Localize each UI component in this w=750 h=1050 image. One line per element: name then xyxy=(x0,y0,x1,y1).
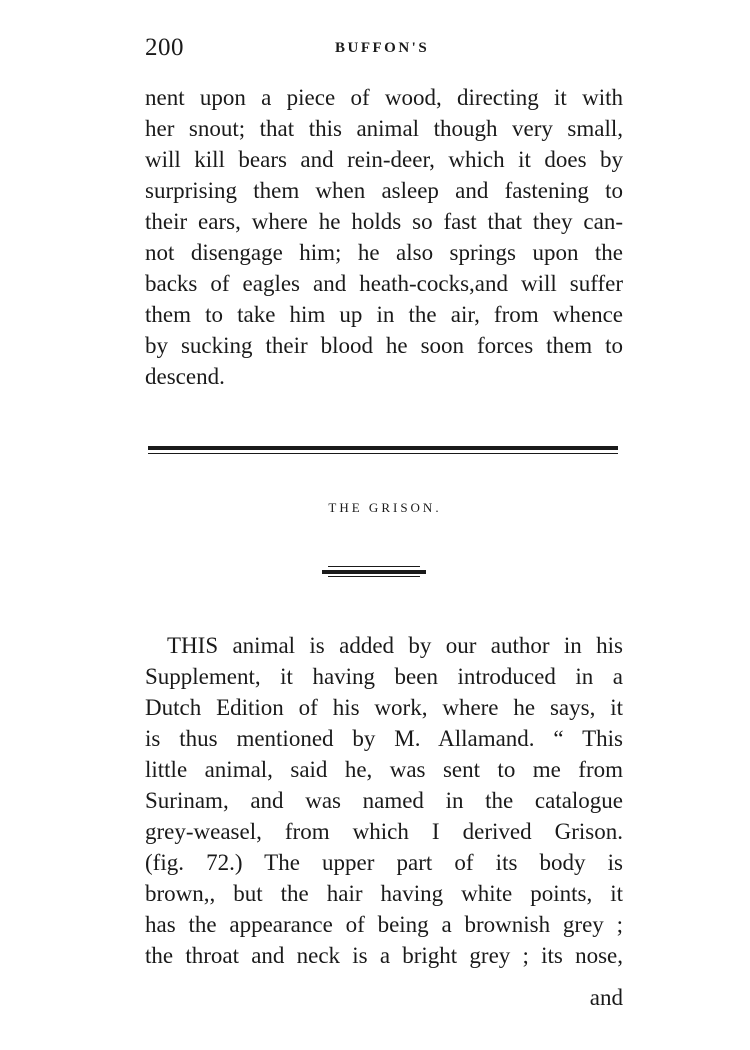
text-line: by sucking their blood he soon forces them to xyxy=(145,333,623,358)
text-line: them to take him up in the air, from whence xyxy=(145,302,623,327)
text-line: is thus mentioned by M. Allamand. “ This xyxy=(145,726,623,751)
text-line: grey-weasel, from which I derived Grison. xyxy=(145,819,623,844)
text-line: brown,, but the hair having white points, it xyxy=(145,881,623,906)
title-ornament xyxy=(322,566,426,578)
text-line: Supplement, it having been introduced in a xyxy=(145,664,623,689)
text-line: nent upon a piece of wood, directing it with xyxy=(145,85,623,110)
text-line: will kill bears and rein-deer, which it does by xyxy=(145,147,623,172)
text-line: little animal, said he, was sent to me from xyxy=(145,757,623,782)
text-line: backs of eagles and heath-cocks,and will suffer xyxy=(145,271,623,296)
catchword: and xyxy=(589,985,623,1010)
running-head: BUFFON'S xyxy=(335,40,430,56)
section-divider-rule xyxy=(148,446,618,450)
text-line: surprising them when asleep and fastening to xyxy=(145,178,623,203)
text-line: descend. xyxy=(145,364,225,389)
page-header xyxy=(145,34,625,70)
text-line: THIS animal is added by our author in his xyxy=(167,633,623,658)
page-number: 200 xyxy=(145,34,184,61)
text-line: their ears, where he holds so fast that they can- xyxy=(145,209,623,234)
text-line: the throat and neck is a bright grey ; its nose, xyxy=(145,943,623,968)
text-line: Surinam, and was named in the catalogue xyxy=(145,788,623,813)
text-line: has the appearance of being a brownish grey ; xyxy=(145,912,623,937)
text-line: not disengage him; he also springs upon the xyxy=(145,240,623,265)
section-divider-rule-thin xyxy=(148,453,618,454)
text-line: Dutch Edition of his work, where he says, it xyxy=(145,695,623,720)
text-line: (fig. 72.) The upper part of its body is xyxy=(145,850,623,875)
section-title: THE GRISON. xyxy=(328,500,442,515)
text-line: her snout; that this animal though very small, xyxy=(145,116,623,141)
